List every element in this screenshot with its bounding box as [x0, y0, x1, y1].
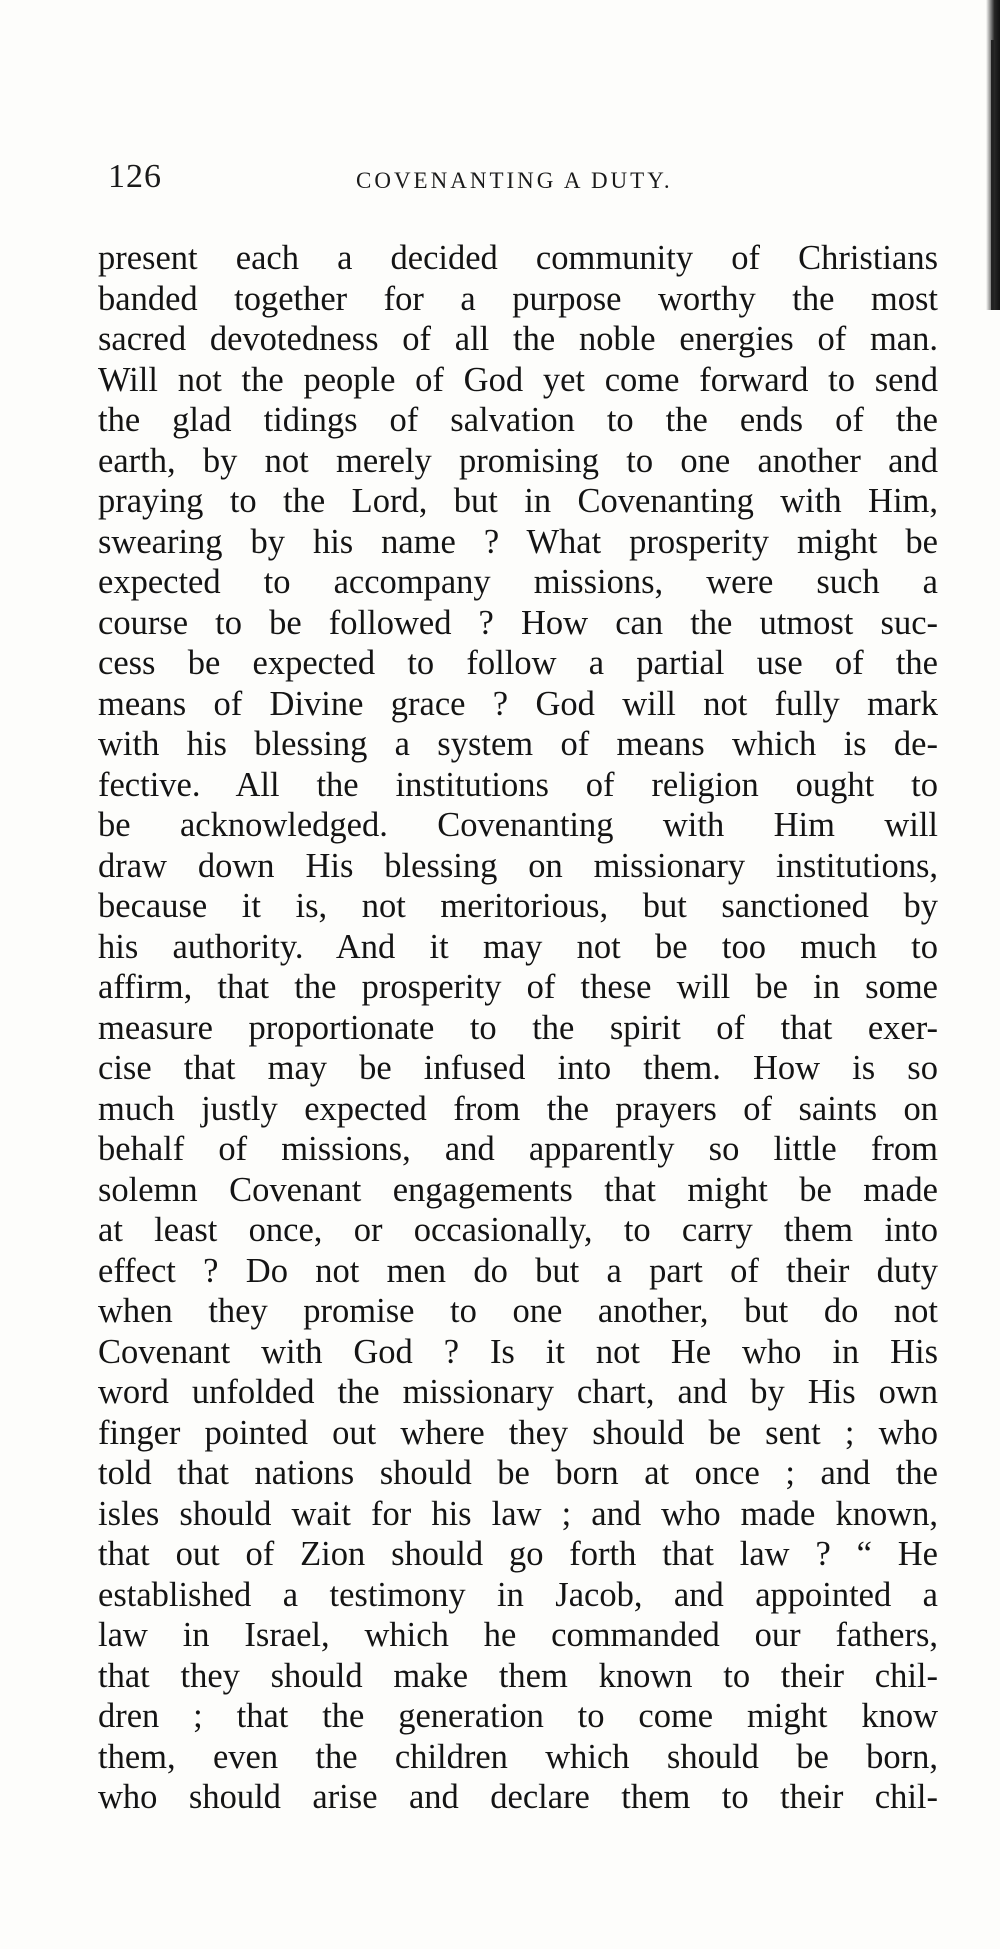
text-line: effect ? Do not men do but a part of their duty — [98, 1251, 938, 1290]
text-line: isles should wait for his law ; and who made known, — [98, 1494, 938, 1533]
page-header — [108, 158, 948, 208]
text-line: course to be followed ? How can the utmost suc- — [98, 603, 938, 642]
page-number: 126 — [108, 158, 162, 195]
text-line: swearing by his name ? What prosperity might be — [98, 522, 938, 561]
text-line: cess be expected to follow a partial use of the — [98, 644, 938, 682]
page-edge-line — [991, 40, 994, 310]
text-line: Will not the people of God yet come forward to send — [98, 360, 938, 399]
text-line: banded together for a purpose worthy the most — [98, 279, 938, 318]
text-line: fective. All the institutions of religion ought to — [98, 765, 938, 804]
text-line: at least once, or occasionally, to carry them into — [98, 1211, 938, 1249]
text-line: earth, by not merely promising to one another and — [98, 441, 938, 480]
text-line: with his blessing a system of means which is de- — [98, 725, 938, 763]
text-line: his authority. And it may not be too much to — [98, 927, 938, 966]
text-line: because it is, not meritorious, but sanctioned by — [98, 887, 938, 925]
text-line: behalf of missions, and apparently so little from — [98, 1130, 938, 1168]
text-line: cise that may be infused into them. How is so — [98, 1049, 938, 1087]
text-line: affirm, that the prosperity of these will be in some — [98, 968, 938, 1006]
running-head: COVENANTING A DUTY. — [356, 168, 673, 193]
body-text — [98, 238, 938, 1818]
text-line: sacred devotedness of all the noble energies of man. — [98, 320, 938, 358]
text-line: draw down His blessing on missionary institutions, — [98, 846, 938, 885]
text-line: who should arise and declare them to their chil- — [98, 1778, 938, 1816]
text-line: means of Divine grace ? God will not fully mark — [98, 684, 938, 723]
text-line: present each a decided community of Christians — [98, 239, 938, 277]
text-line: word unfolded the missionary chart, and by His own — [98, 1373, 938, 1411]
text-line: told that nations should be born at once ; and the — [98, 1454, 938, 1492]
text-line: established a testimony in Jacob, and appointed a — [98, 1575, 938, 1614]
text-line: Covenant with God ? Is it not He who in His — [98, 1332, 938, 1371]
text-line: much justly expected from the prayers of saints on — [98, 1089, 938, 1128]
text-line: the glad tidings of salvation to the ends of the — [98, 401, 938, 439]
text-line: solemn Covenant engagements that might be made — [98, 1170, 938, 1209]
text-line: finger pointed out where they should be sent ; who — [98, 1413, 938, 1452]
text-line: measure proportionate to the spirit of that exer- — [98, 1008, 938, 1047]
text-line: expected to accompany missions, were such a — [98, 563, 938, 601]
text-line: that out of Zion should go forth that law ? “ He — [98, 1535, 938, 1573]
text-line: be acknowledged. Covenanting with Him will — [98, 806, 938, 844]
text-line: law in Israel, which he commanded our fathers, — [98, 1616, 938, 1654]
text-line: when they promise to one another, but do not — [98, 1292, 938, 1330]
text-line: that they should make them known to their chil- — [98, 1656, 938, 1695]
text-line: them, even the children which should be born, — [98, 1737, 938, 1776]
text-line: praying to the Lord, but in Covenanting with Him, — [98, 482, 938, 520]
text-line: dren ; that the generation to come might know — [98, 1697, 938, 1735]
